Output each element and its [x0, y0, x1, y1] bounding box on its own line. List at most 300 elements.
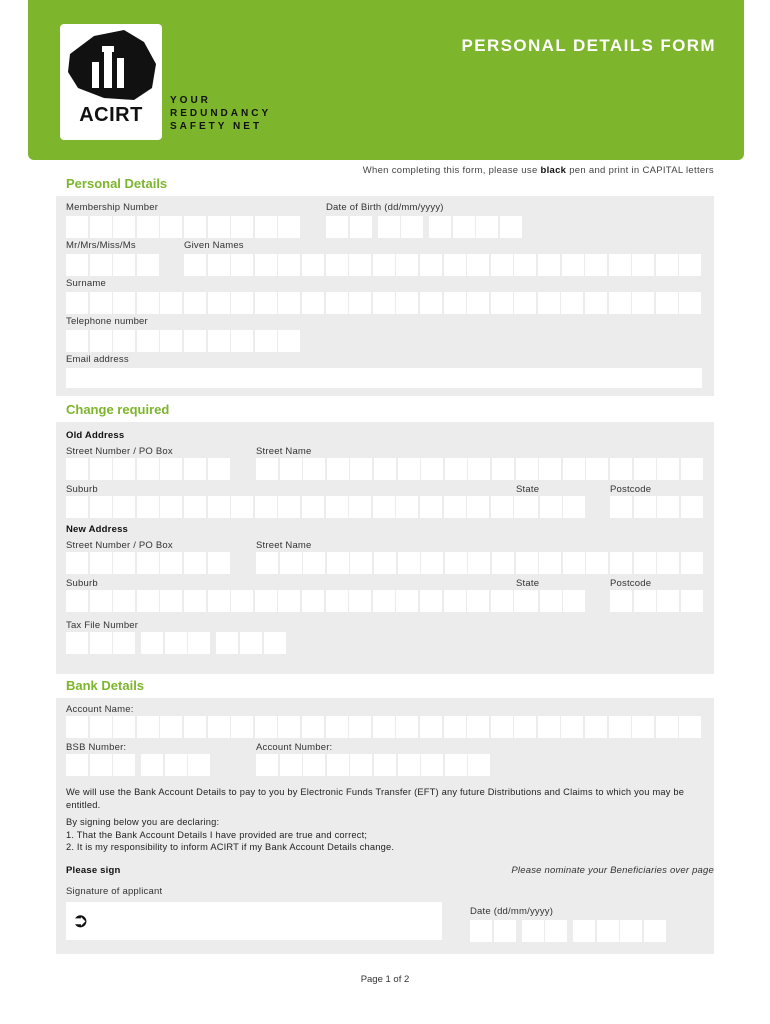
- tfn-field[interactable]: [66, 632, 287, 654]
- old-street-number-field[interactable]: [66, 458, 231, 480]
- old-postcode-label: Postcode: [610, 484, 652, 495]
- char-box[interactable]: [467, 254, 489, 276]
- char-box[interactable]: [681, 590, 703, 612]
- char-box[interactable]: [113, 754, 135, 776]
- char-box[interactable]: [632, 254, 654, 276]
- new-postcode-label: Postcode: [610, 578, 652, 589]
- char-box[interactable]: [349, 254, 371, 276]
- declaration: [66, 816, 706, 854]
- char-box[interactable]: [586, 552, 608, 574]
- telephone-label: Telephone number: [66, 316, 148, 327]
- char-box[interactable]: [90, 754, 112, 776]
- char-box[interactable]: [303, 458, 325, 480]
- char-box[interactable]: [240, 632, 262, 654]
- char-box[interactable]: [113, 552, 135, 574]
- char-box[interactable]: [401, 216, 423, 238]
- bsb-label: BSB Number:: [66, 742, 127, 753]
- char-box[interactable]: [255, 292, 277, 314]
- char-box[interactable]: [302, 590, 324, 612]
- char-box[interactable]: [188, 754, 210, 776]
- char-box[interactable]: [444, 716, 466, 738]
- char-box[interactable]: [349, 292, 371, 314]
- new-postcode-field[interactable]: [610, 590, 704, 612]
- char-box[interactable]: [90, 254, 112, 276]
- tagline-line: SAFETY NET: [170, 121, 263, 132]
- char-box[interactable]: [160, 552, 182, 574]
- char-box[interactable]: [491, 590, 513, 612]
- char-box[interactable]: [90, 458, 112, 480]
- char-box[interactable]: [278, 292, 300, 314]
- char-box[interactable]: [90, 716, 112, 738]
- old-state-label: State: [516, 484, 540, 495]
- char-box[interactable]: [609, 716, 631, 738]
- char-box[interactable]: [90, 632, 112, 654]
- char-box[interactable]: [597, 920, 619, 942]
- char-box[interactable]: [208, 292, 230, 314]
- char-box[interactable]: [491, 292, 513, 314]
- char-box[interactable]: [562, 254, 584, 276]
- char-box[interactable]: [184, 716, 206, 738]
- char-box[interactable]: [160, 716, 182, 738]
- account-number-label: Account Number:: [256, 742, 333, 753]
- char-box[interactable]: [113, 292, 135, 314]
- char-box[interactable]: [327, 458, 349, 480]
- char-box[interactable]: [634, 590, 656, 612]
- char-box[interactable]: [516, 590, 538, 612]
- email-field[interactable]: [66, 368, 702, 388]
- char-box[interactable]: [468, 458, 490, 480]
- char-box[interactable]: [681, 552, 703, 574]
- char-box[interactable]: [113, 590, 135, 612]
- char-box[interactable]: [255, 216, 277, 238]
- char-box[interactable]: [90, 216, 112, 238]
- char-box[interactable]: [632, 716, 654, 738]
- char-box[interactable]: [656, 254, 678, 276]
- char-box[interactable]: [66, 552, 88, 574]
- char-box[interactable]: [255, 330, 277, 352]
- char-box[interactable]: [373, 590, 395, 612]
- char-box[interactable]: [113, 458, 135, 480]
- char-box[interactable]: [444, 254, 466, 276]
- signature-field[interactable]: [66, 902, 442, 940]
- char-box[interactable]: [280, 754, 302, 776]
- char-box[interactable]: [444, 590, 466, 612]
- char-box[interactable]: [538, 292, 560, 314]
- char-box[interactable]: [634, 496, 656, 518]
- char-box[interactable]: [679, 716, 701, 738]
- given-names-field[interactable]: [184, 254, 703, 276]
- char-box[interactable]: [445, 552, 467, 574]
- salutation-field[interactable]: [66, 254, 160, 276]
- char-box[interactable]: [66, 292, 88, 314]
- char-box[interactable]: [137, 330, 159, 352]
- char-box[interactable]: [113, 716, 135, 738]
- char-box[interactable]: [184, 216, 206, 238]
- char-box[interactable]: [66, 754, 88, 776]
- char-box[interactable]: [113, 330, 135, 352]
- char-box[interactable]: [657, 458, 679, 480]
- char-box[interactable]: [231, 292, 253, 314]
- char-box[interactable]: [137, 716, 159, 738]
- char-box[interactable]: [681, 458, 703, 480]
- char-box[interactable]: [657, 496, 679, 518]
- char-box[interactable]: [160, 496, 182, 518]
- char-box[interactable]: [679, 292, 701, 314]
- char-box[interactable]: [539, 458, 561, 480]
- char-box[interactable]: [396, 496, 418, 518]
- char-box[interactable]: [516, 552, 538, 574]
- dob-label: Date of Birth (dd/mm/yyyy): [326, 202, 444, 213]
- char-box[interactable]: [500, 216, 522, 238]
- char-box[interactable]: [137, 496, 159, 518]
- char-box[interactable]: [303, 552, 325, 574]
- char-box[interactable]: [620, 920, 642, 942]
- char-box[interactable]: [373, 496, 395, 518]
- char-box[interactable]: [467, 590, 489, 612]
- char-box[interactable]: [256, 458, 278, 480]
- old-postcode-field[interactable]: [610, 496, 704, 518]
- char-box[interactable]: [681, 496, 703, 518]
- char-box[interactable]: [644, 920, 666, 942]
- char-box[interactable]: [326, 496, 348, 518]
- char-box[interactable]: [563, 590, 585, 612]
- char-box[interactable]: [420, 254, 442, 276]
- char-box[interactable]: [491, 496, 513, 518]
- char-box[interactable]: [540, 496, 562, 518]
- acirt-logo: [60, 24, 162, 140]
- char-box[interactable]: [208, 496, 230, 518]
- char-box[interactable]: [420, 496, 442, 518]
- char-box[interactable]: [453, 216, 475, 238]
- char-box[interactable]: [278, 330, 300, 352]
- char-box[interactable]: [396, 716, 418, 738]
- char-box[interactable]: [184, 590, 206, 612]
- char-box[interactable]: [137, 552, 159, 574]
- char-box[interactable]: [326, 254, 348, 276]
- char-box[interactable]: [514, 292, 536, 314]
- char-box[interactable]: [349, 716, 371, 738]
- char-box[interactable]: [231, 590, 253, 612]
- old-address-label: Old Address: [66, 430, 125, 441]
- char-box[interactable]: [160, 216, 182, 238]
- char-box[interactable]: [160, 590, 182, 612]
- char-box[interactable]: [444, 292, 466, 314]
- old-street-name-label: Street Name: [256, 446, 312, 457]
- char-box[interactable]: [491, 254, 513, 276]
- char-box[interactable]: [165, 632, 187, 654]
- char-box[interactable]: [585, 716, 607, 738]
- char-box[interactable]: [165, 754, 187, 776]
- bsb-field[interactable]: [66, 754, 212, 776]
- char-box[interactable]: [545, 920, 567, 942]
- char-box[interactable]: [374, 458, 396, 480]
- char-box[interactable]: [280, 552, 302, 574]
- char-box[interactable]: [373, 292, 395, 314]
- char-box[interactable]: [657, 590, 679, 612]
- char-box[interactable]: [522, 920, 544, 942]
- char-box[interactable]: [374, 754, 396, 776]
- char-box[interactable]: [398, 754, 420, 776]
- char-box[interactable]: [66, 254, 88, 276]
- signature-date-field[interactable]: [470, 920, 668, 942]
- arrow-icon: ➲: [72, 910, 89, 932]
- char-box[interactable]: [539, 552, 561, 574]
- char-box[interactable]: [302, 496, 324, 518]
- char-box[interactable]: [264, 632, 286, 654]
- header-banner: [28, 0, 744, 160]
- char-box[interactable]: [326, 716, 348, 738]
- char-box[interactable]: [208, 458, 230, 480]
- new-street-name-label: Street Name: [256, 540, 312, 551]
- char-box[interactable]: [208, 254, 230, 276]
- char-box[interactable]: [278, 496, 300, 518]
- char-box[interactable]: [66, 458, 88, 480]
- char-box[interactable]: [610, 552, 632, 574]
- bank-details-title: Bank Details: [66, 678, 145, 693]
- char-box[interactable]: [420, 716, 442, 738]
- char-box[interactable]: [563, 552, 585, 574]
- char-box[interactable]: [349, 496, 371, 518]
- new-street-number-field[interactable]: [66, 552, 231, 574]
- char-box[interactable]: [350, 458, 372, 480]
- char-box[interactable]: [516, 496, 538, 518]
- char-box[interactable]: [278, 216, 300, 238]
- char-box[interactable]: [657, 552, 679, 574]
- char-box[interactable]: [256, 552, 278, 574]
- dob-field[interactable]: [326, 216, 524, 238]
- char-box[interactable]: [231, 496, 253, 518]
- char-box[interactable]: [378, 216, 400, 238]
- char-box[interactable]: [421, 552, 443, 574]
- char-box[interactable]: [66, 216, 88, 238]
- char-box[interactable]: [278, 254, 300, 276]
- char-box[interactable]: [476, 216, 498, 238]
- char-box[interactable]: [349, 590, 371, 612]
- char-box[interactable]: [188, 632, 210, 654]
- char-box[interactable]: [256, 754, 278, 776]
- char-box[interactable]: [491, 716, 513, 738]
- char-box[interactable]: [208, 552, 230, 574]
- char-box[interactable]: [66, 496, 88, 518]
- char-box[interactable]: [396, 590, 418, 612]
- char-box[interactable]: [231, 254, 253, 276]
- membership-number-label: Membership Number: [66, 202, 159, 213]
- char-box[interactable]: [90, 552, 112, 574]
- char-box[interactable]: [514, 254, 536, 276]
- char-box[interactable]: [573, 920, 595, 942]
- char-box[interactable]: [421, 754, 443, 776]
- char-box[interactable]: [350, 754, 372, 776]
- char-box[interactable]: [137, 458, 159, 480]
- char-box[interactable]: [373, 716, 395, 738]
- char-box[interactable]: [514, 716, 536, 738]
- char-box[interactable]: [585, 254, 607, 276]
- char-box[interactable]: [610, 458, 632, 480]
- account-name-field[interactable]: [66, 716, 703, 738]
- char-box[interactable]: [610, 590, 632, 612]
- char-box[interactable]: [373, 254, 395, 276]
- char-box[interactable]: [429, 216, 451, 238]
- page-number: Page 1 of 2: [360, 974, 410, 985]
- char-box[interactable]: [208, 330, 230, 352]
- given-names-label: Given Names: [184, 240, 244, 251]
- char-box[interactable]: [374, 552, 396, 574]
- old-suburb-field[interactable]: [66, 496, 538, 518]
- char-box[interactable]: [396, 292, 418, 314]
- char-box[interactable]: [445, 458, 467, 480]
- personal-details-title: Personal Details: [66, 176, 168, 191]
- char-box[interactable]: [113, 216, 135, 238]
- char-box[interactable]: [90, 330, 112, 352]
- telephone-field[interactable]: [66, 330, 302, 352]
- char-box[interactable]: [470, 920, 492, 942]
- char-box[interactable]: [231, 216, 253, 238]
- char-box[interactable]: [398, 552, 420, 574]
- char-box[interactable]: [137, 216, 159, 238]
- char-box[interactable]: [467, 716, 489, 738]
- char-box[interactable]: [208, 716, 230, 738]
- char-box[interactable]: [90, 496, 112, 518]
- char-box[interactable]: [208, 590, 230, 612]
- char-box[interactable]: [66, 590, 88, 612]
- char-box[interactable]: [444, 496, 466, 518]
- char-box[interactable]: [216, 632, 238, 654]
- membership-number-field[interactable]: [66, 216, 302, 238]
- char-box[interactable]: [445, 754, 467, 776]
- char-box[interactable]: [492, 552, 514, 574]
- new-state-field[interactable]: [516, 590, 587, 612]
- char-box[interactable]: [66, 330, 88, 352]
- char-box[interactable]: [90, 590, 112, 612]
- char-box[interactable]: [113, 632, 135, 654]
- char-box[interactable]: [113, 254, 135, 276]
- char-box[interactable]: [396, 254, 418, 276]
- char-box[interactable]: [634, 458, 656, 480]
- char-box[interactable]: [160, 330, 182, 352]
- tagline: [170, 94, 271, 133]
- char-box[interactable]: [326, 216, 348, 238]
- char-box[interactable]: [632, 292, 654, 314]
- char-box[interactable]: [609, 254, 631, 276]
- char-box[interactable]: [563, 496, 585, 518]
- char-box[interactable]: [255, 254, 277, 276]
- char-box[interactable]: [467, 496, 489, 518]
- char-box[interactable]: [516, 458, 538, 480]
- char-box[interactable]: [468, 552, 490, 574]
- char-box[interactable]: [280, 458, 302, 480]
- char-box[interactable]: [467, 292, 489, 314]
- surname-field[interactable]: [66, 292, 703, 314]
- new-street-name-field[interactable]: [256, 552, 704, 574]
- char-box[interactable]: [634, 552, 656, 574]
- tfn-label: Tax File Number: [66, 620, 139, 631]
- surname-label: Surname: [66, 278, 106, 289]
- char-box[interactable]: [137, 254, 159, 276]
- char-box[interactable]: [90, 292, 112, 314]
- char-box[interactable]: [160, 458, 182, 480]
- char-box[interactable]: [137, 292, 159, 314]
- char-box[interactable]: [538, 254, 560, 276]
- char-box[interactable]: [327, 552, 349, 574]
- char-box[interactable]: [184, 254, 206, 276]
- char-box[interactable]: [420, 590, 442, 612]
- char-box[interactable]: [160, 292, 182, 314]
- old-street-name-field[interactable]: [256, 458, 704, 480]
- change-required-panel: [56, 422, 714, 674]
- please-sign-label: Please sign: [66, 865, 121, 876]
- char-box[interactable]: [350, 216, 372, 238]
- char-box[interactable]: [656, 292, 678, 314]
- char-box[interactable]: [398, 458, 420, 480]
- new-street-number-label: Street Number / PO Box: [66, 540, 173, 551]
- char-box[interactable]: [561, 716, 583, 738]
- declaration-intro: By signing below you are declaring:: [66, 817, 220, 827]
- char-box[interactable]: [585, 292, 607, 314]
- char-box[interactable]: [540, 590, 562, 612]
- char-box[interactable]: [494, 920, 516, 942]
- char-box[interactable]: [231, 330, 253, 352]
- char-box[interactable]: [302, 254, 324, 276]
- char-box[interactable]: [303, 754, 325, 776]
- tagline-line: REDUNDANCY: [170, 108, 272, 119]
- char-box[interactable]: [421, 458, 443, 480]
- char-box[interactable]: [327, 754, 349, 776]
- new-suburb-field[interactable]: [66, 590, 538, 612]
- char-box[interactable]: [66, 716, 88, 738]
- char-box[interactable]: [610, 496, 632, 518]
- char-box[interactable]: [141, 632, 163, 654]
- char-box[interactable]: [538, 716, 560, 738]
- char-box[interactable]: [302, 716, 324, 738]
- char-box[interactable]: [679, 254, 701, 276]
- old-state-field[interactable]: [516, 496, 587, 518]
- char-box[interactable]: [184, 292, 206, 314]
- char-box[interactable]: [184, 496, 206, 518]
- new-state-label: State: [516, 578, 540, 589]
- char-box[interactable]: [255, 590, 277, 612]
- signature-panel: [56, 878, 714, 954]
- char-box[interactable]: [492, 458, 514, 480]
- char-box[interactable]: [66, 632, 88, 654]
- char-box[interactable]: [184, 330, 206, 352]
- char-box[interactable]: [586, 458, 608, 480]
- char-box[interactable]: [255, 716, 277, 738]
- old-street-number-label: Street Number / PO Box: [66, 446, 173, 457]
- char-box[interactable]: [302, 292, 324, 314]
- char-box[interactable]: [468, 754, 490, 776]
- char-box[interactable]: [137, 590, 159, 612]
- char-box[interactable]: [141, 754, 163, 776]
- char-box[interactable]: [231, 716, 253, 738]
- char-box[interactable]: [326, 292, 348, 314]
- char-box[interactable]: [184, 552, 206, 574]
- char-box[interactable]: [184, 458, 206, 480]
- char-box[interactable]: [561, 292, 583, 314]
- tagline-line: YOUR: [170, 95, 211, 106]
- char-box[interactable]: [563, 458, 585, 480]
- char-box[interactable]: [420, 292, 442, 314]
- account-number-field[interactable]: [256, 754, 492, 776]
- char-box[interactable]: [278, 590, 300, 612]
- char-box[interactable]: [326, 590, 348, 612]
- char-box[interactable]: [113, 496, 135, 518]
- char-box[interactable]: [208, 216, 230, 238]
- char-box[interactable]: [278, 716, 300, 738]
- char-box[interactable]: [609, 292, 631, 314]
- char-box[interactable]: [350, 552, 372, 574]
- char-box[interactable]: [255, 496, 277, 518]
- char-box[interactable]: [656, 716, 678, 738]
